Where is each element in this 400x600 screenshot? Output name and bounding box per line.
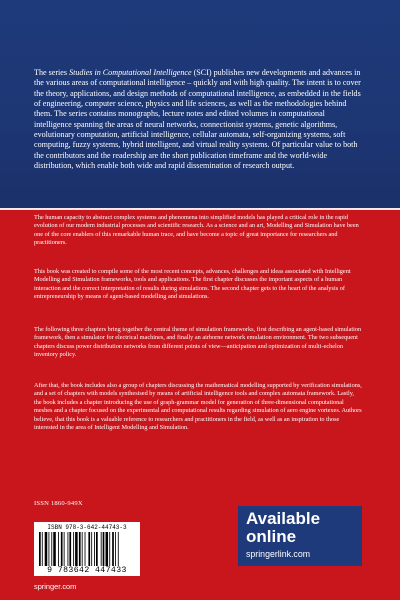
available-online-badge (238, 506, 362, 566)
publisher-url: springer.com (34, 582, 77, 591)
barcode-bar (115, 532, 116, 566)
barcode-bar (88, 532, 90, 566)
barcode-bar (51, 532, 52, 566)
badge-line-1: Available (246, 509, 321, 528)
barcode-bar (82, 532, 83, 566)
barcode-bar (53, 532, 56, 566)
description-paragraph-4: After that, the book includes also a group of chapters discussing the mathematical modelling supported by verification simulations, and a set of chapters with models synthesised by means of artificial intelligence tools and complex automata framework. Lastly, the book includes a chapter introducing the use of graph-grammar model for generation of three-dimensional computational meshes and a chapter focused on the experimental and computational results regarding simulation of aero engine vortexes. Authors believe, that this book is a valuable reference to researchers and practitioners in the field, as well as an inspiration to those interested in the area of Intelligent Modelling and Simulation. (34, 382, 362, 432)
barcode-bar (49, 532, 50, 566)
barcode-bar (64, 532, 65, 566)
barcode-bar (79, 532, 81, 566)
isbn-barcode (34, 522, 140, 576)
barcode-bar (118, 532, 119, 566)
barcode-bar (94, 532, 95, 566)
barcode-bar (58, 532, 59, 566)
series-title: Studies in Computational Intelligence (69, 68, 192, 77)
description-paragraph-3: The following three chapters bring together the central theme of simulation frameworks, first describing an agent-based simulation framework, then a simulator for electrical machines, and finally an airborne network emulation environment. The two subsequent chapters discuss power distribution networks from different points of view—anticipation and optimization of multi-echelon inventory policy. (34, 326, 362, 359)
barcode-bar (106, 532, 109, 566)
barcode-bar (101, 532, 102, 566)
issn-number: ISSN 1860-949X (34, 500, 83, 507)
barcode-bar (39, 532, 41, 566)
barcode-bar (73, 532, 74, 566)
description-paragraph-1: The human capacity to abstract complex systems and phenomena into simplified models has played a critical role in the rapid evolution of our modern industrial processes and scientific research. As a science and an art, Modelling and Simulation have been one of the core enablers of this remarkable human trace, and have become a topic of great importance for researchers and practitioners. (34, 214, 359, 247)
badge-site: springerlink.com (246, 549, 311, 559)
barcode-bar (75, 532, 78, 566)
series-description (34, 68, 362, 171)
barcode-bar (96, 532, 98, 566)
barcode-bars (38, 532, 136, 566)
badge-line-2: online (246, 527, 297, 546)
barcode-bar (85, 532, 86, 566)
barcode-bar (68, 532, 69, 566)
isbn-label: ISBN 978-3-642-44743-3 (47, 524, 127, 531)
series-intro: The series (34, 68, 70, 77)
barcode-bar (45, 532, 48, 566)
barcode-bar (42, 532, 43, 566)
barcode-bar (61, 532, 63, 566)
barcode-bar (69, 532, 71, 566)
description-paragraph-2: This book was created to compile some of the most recent concepts, advances, challenges and ideas associated with Intelligent Modelling and Simulation frameworks, tools and applications. The first chapter discusses the important aspects of a human interaction and the correct interpretation of results during simulations. The second chapter gets to the heart of the analysis of entrepreneurship by means of agent-based modelling and simulations. (34, 268, 351, 301)
barcode-bar (103, 532, 105, 566)
barcode-bar (109, 532, 110, 566)
barcode-bar (91, 532, 92, 566)
series-body: (SCI) publishes new developments and advances in the various areas of computational intelligence – quickly and with high quality. The intent is to cover the theory, applications, and design methods of computational intelligence, as embedded in the fields of engineering, computer science, physics and life sciences, as well as the methodologies behind them. The series contains monographs, lecture notes and edited volumes in computational intelligence spanning the areas of neural networks, connectionist systems, genetic algorithms, evolutionary computation, artificial intelligence, cellular automata, self-organizing systems, soft computing, fuzzy systems, hybrid intelligent, and virtual reality systems. Of particular value to both the contributors and the readership are the short publication timeframe and the world-wide distribution, which enable both wide and rapid dissemination of research output. (34, 68, 361, 171)
ean-digits: 9 783642 447433 (47, 566, 127, 575)
barcode-bar (112, 532, 114, 566)
